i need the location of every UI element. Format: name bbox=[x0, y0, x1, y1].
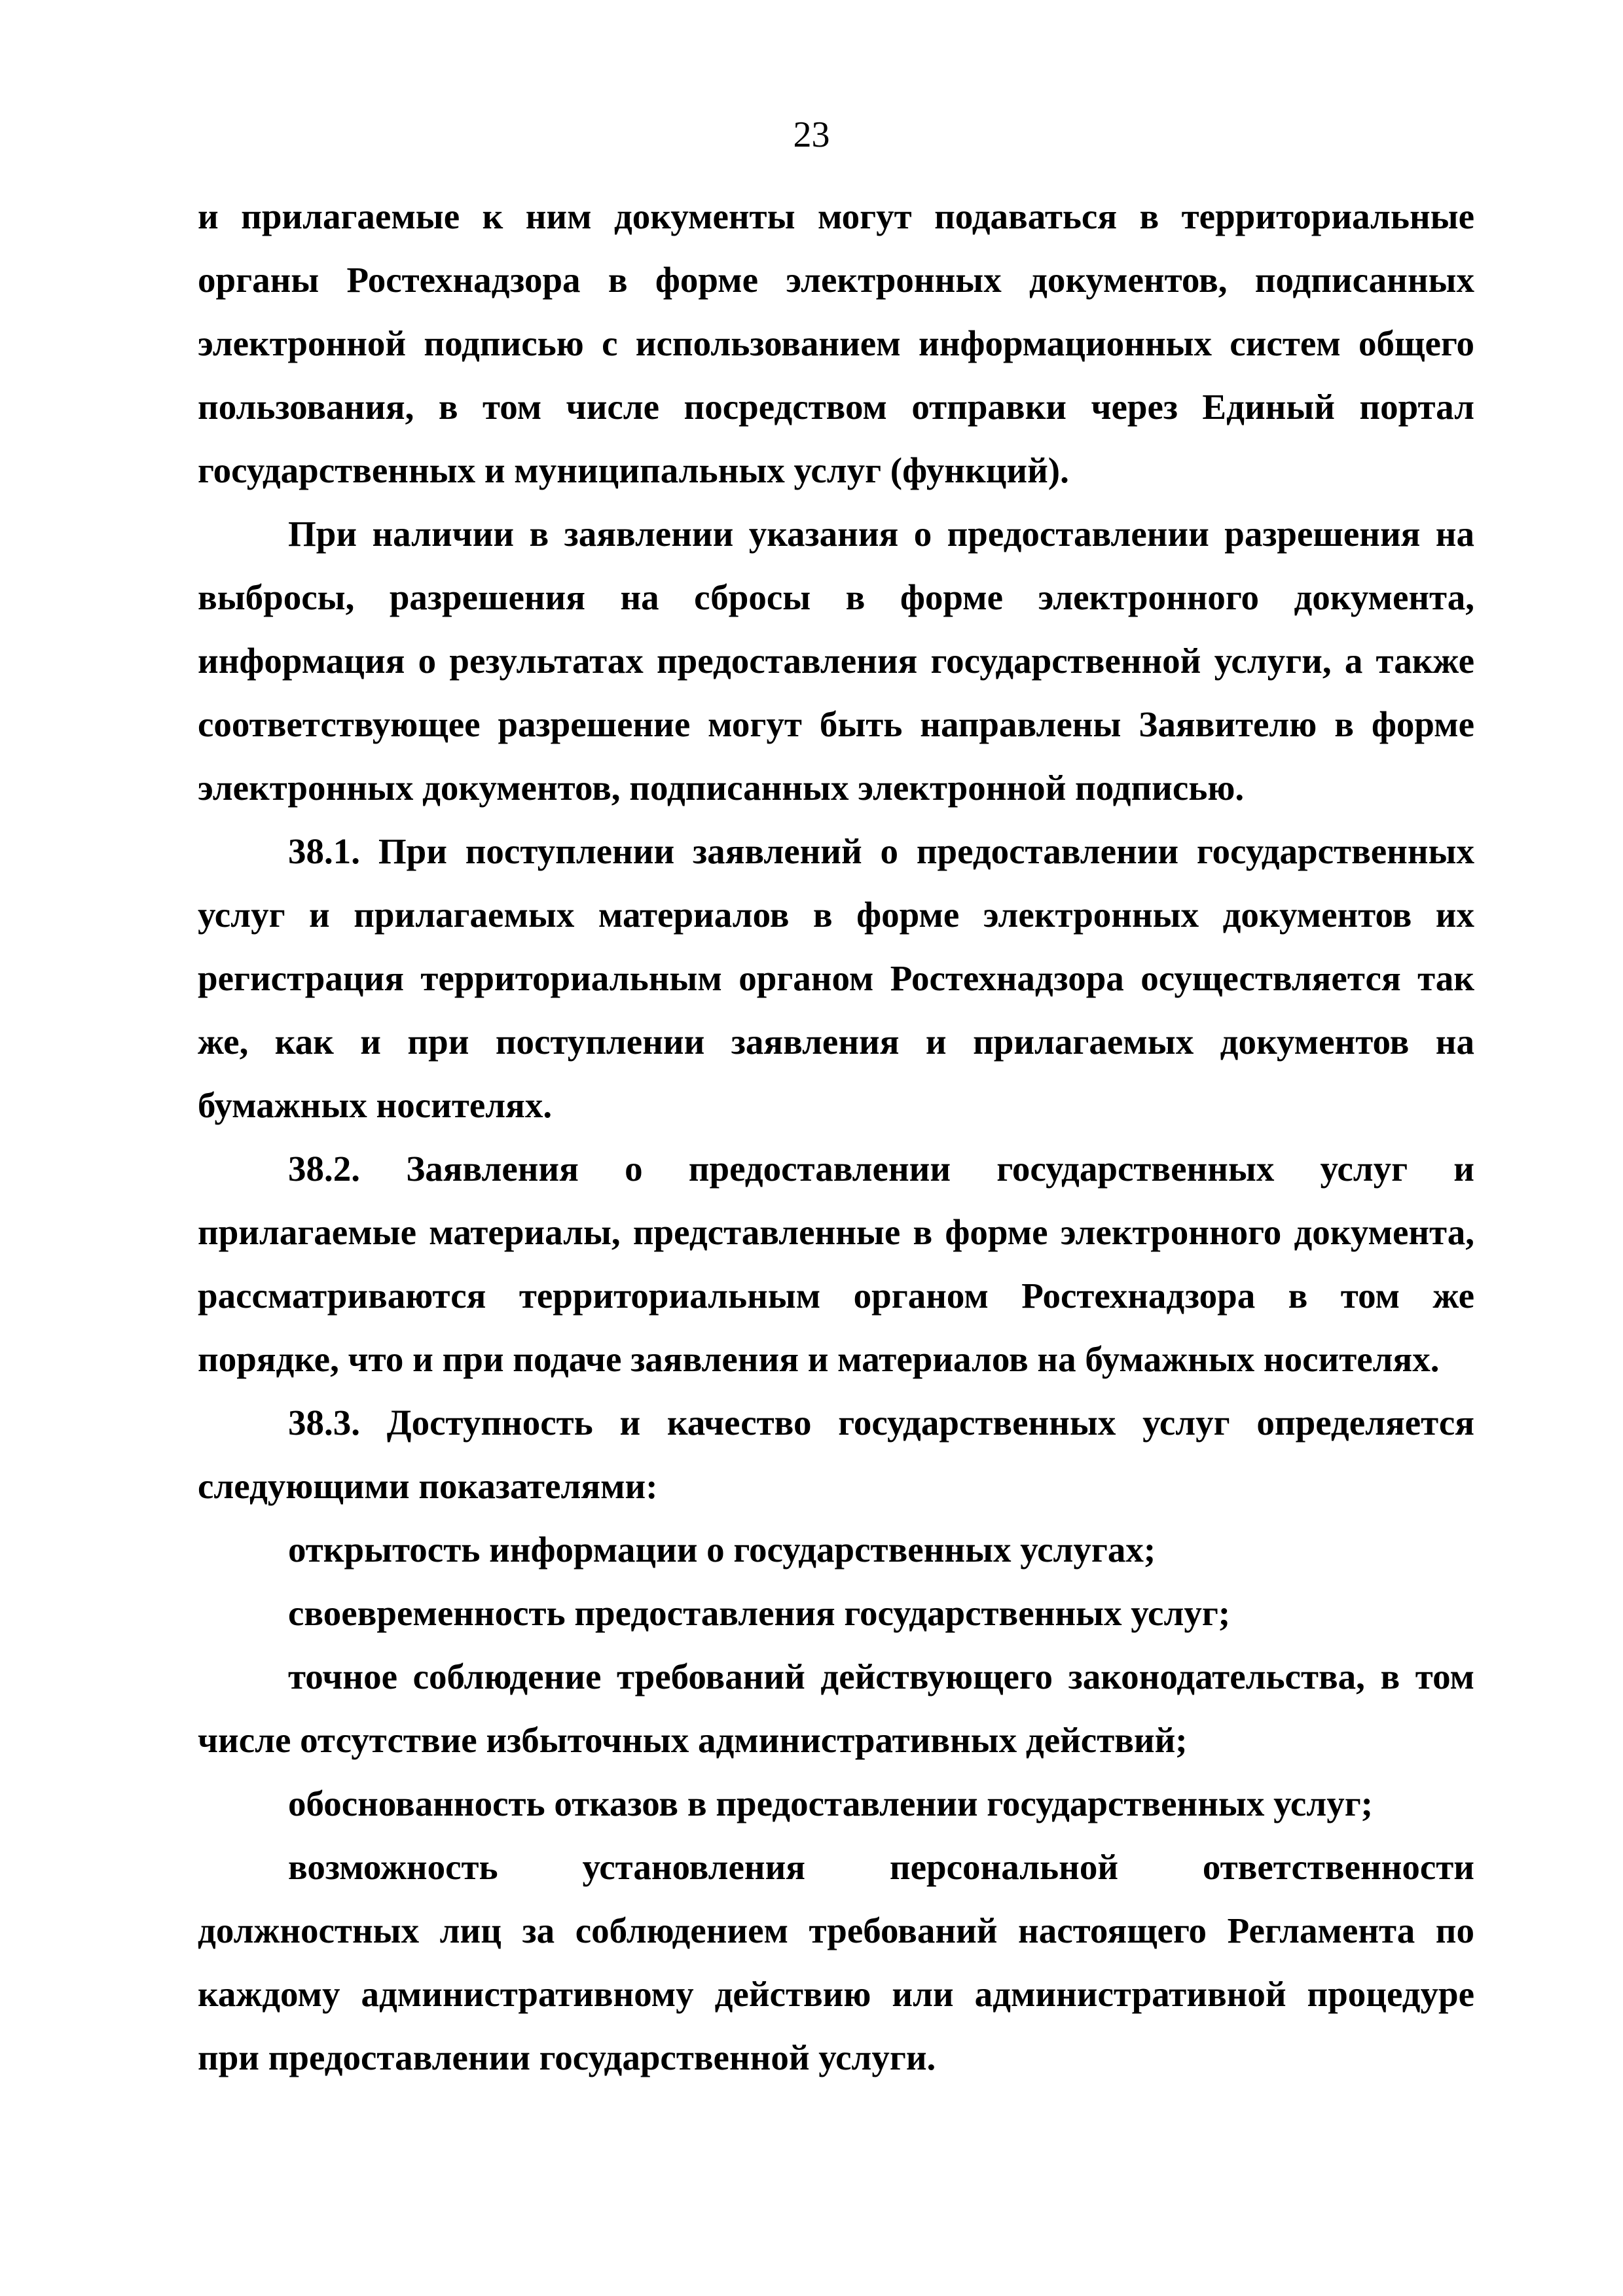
indicator-item: точное соблюдение требований действующего законодательства, в том числе отсутствие избыточных административных действий; bbox=[198, 1657, 1474, 1760]
indicator-item: своевременность предоставления государственных услуг; bbox=[288, 1593, 1231, 1633]
paragraph-38-2: 38.2. Заявления о предоставлении государственных услуг и прилагаемые материалы, представленные в форме электронного документа, рассматриваются территориальным органом Ростехнадзора в том же порядке, что и при подаче заявления и материалов на бумажных носителях. bbox=[198, 1149, 1474, 1379]
indicator-item: открытость информации о государственных услугах; bbox=[288, 1530, 1156, 1570]
paragraph-38-1: 38.1. При поступлении заявлений о предоставлении государственных услуг и прилагаемых материалов в форме электронных документов их регистрация территориальным органом Ростехнадзора осуществляется так же, как и при поступлении заявления и прилагаемых документов на бумажных носителях. bbox=[198, 831, 1474, 1125]
page-number: 23 bbox=[793, 115, 830, 155]
indicator-item: обоснованность отказов в предоставлении государственных услуг; bbox=[288, 1784, 1373, 1823]
paragraph-continuation: и прилагаемые к ним документы могут подаваться в территориальные органы Ростехнадзора в форме электронных документов, подписанных электронной подписью с использованием информационных систем общего пользования, в том числе посредством отправки через Единый портал государственных и муниципальных услуг (функций). bbox=[198, 196, 1474, 490]
indicator-item: возможность установления персональной ответственности должностных лиц за соблюдением требований настоящего Регламента по каждому административному действию или административной процедуре при предоставлении государственной услуги. bbox=[198, 1847, 1474, 2077]
document-body bbox=[198, 185, 1474, 2089]
paragraph-electronic-result: При наличии в заявлении указания о предоставлении разрешения на выбросы, разрешения на сбросы в форме электронного документа, информация о результатах предоставления государственной услуги, а также соответствующее разрешение могут быть направлены Заявителю в форме электронных документов, подписанных электронной подписью. bbox=[198, 514, 1474, 808]
paragraph-38-3: 38.3. Доступность и качество государственных услуг определяется следующими показателями: bbox=[198, 1403, 1474, 1506]
